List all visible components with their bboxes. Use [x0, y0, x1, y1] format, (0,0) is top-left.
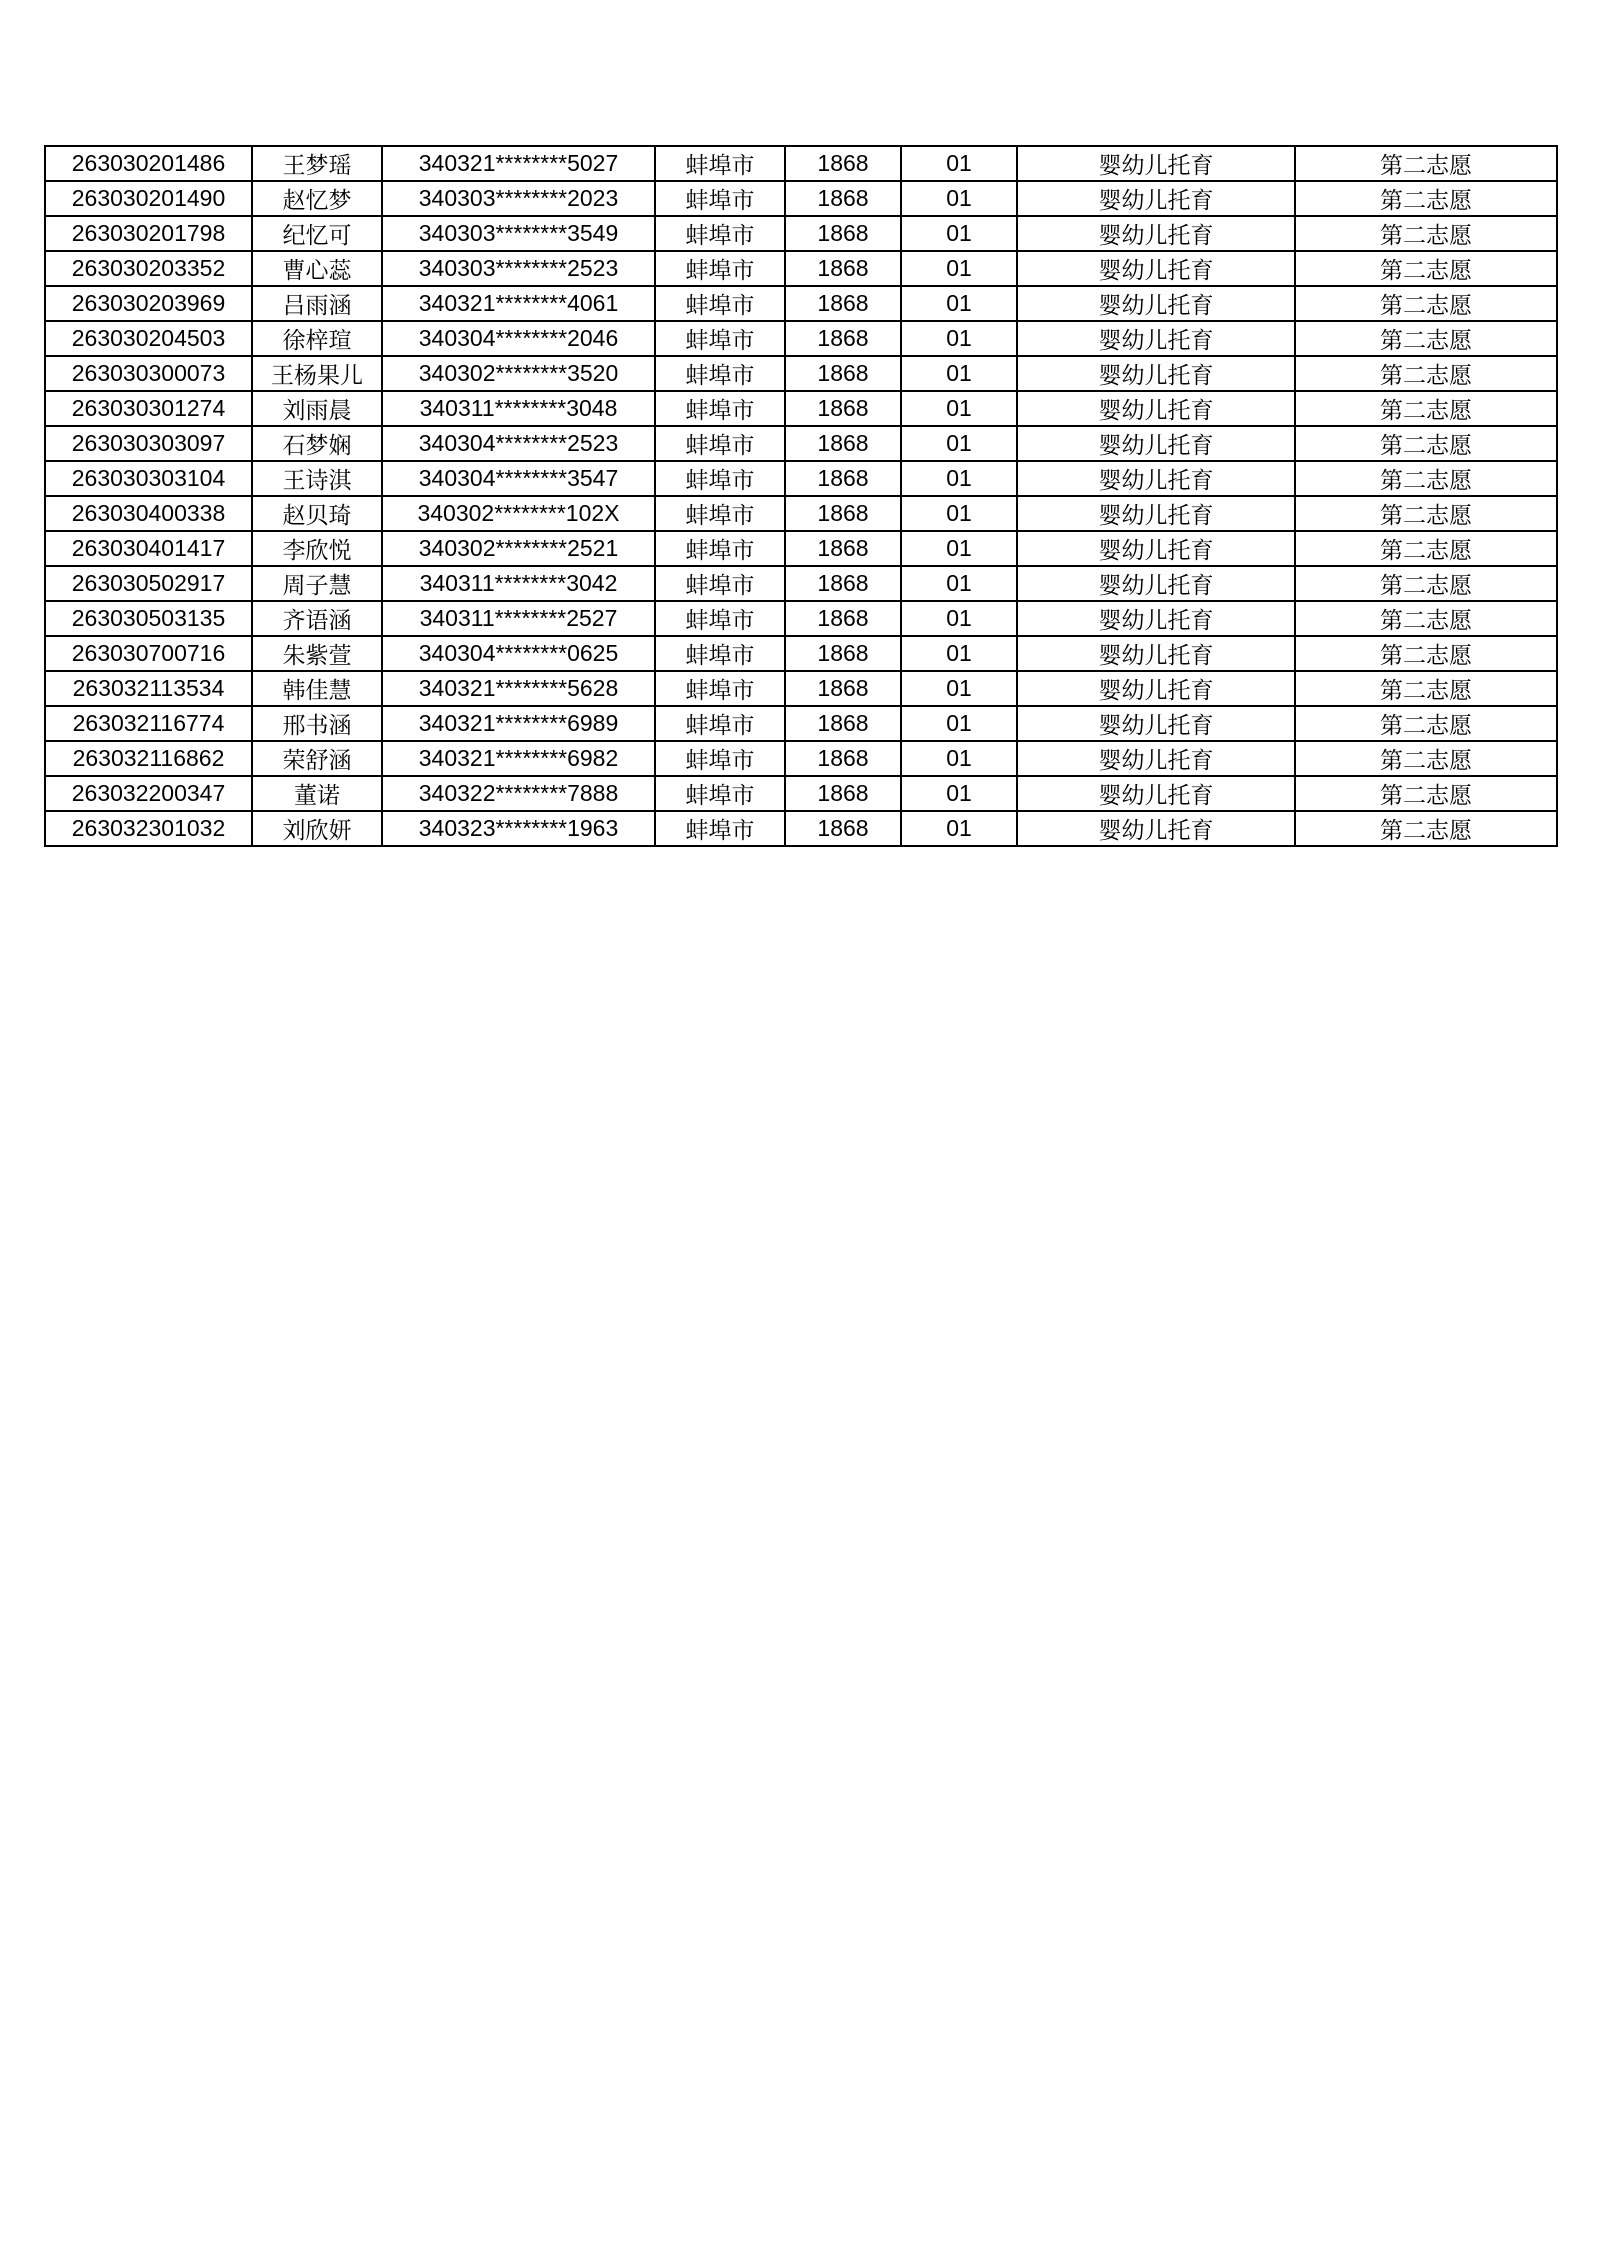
student-name-cell: 李欣悦: [252, 531, 382, 566]
admission-list-sheet: [44, 145, 1558, 847]
major-name-cell: 婴幼儿托育: [1017, 531, 1295, 566]
major-code-cell: 01: [901, 811, 1017, 846]
major-code-cell: 01: [901, 146, 1017, 181]
student-name-cell: 赵贝琦: [252, 496, 382, 531]
preference-cell: 第二志愿: [1295, 461, 1557, 496]
table-row: [45, 461, 1557, 496]
table-row: [45, 531, 1557, 566]
preference-cell: 第二志愿: [1295, 391, 1557, 426]
school-code-cell: 1868: [785, 356, 901, 391]
major-code-cell: 01: [901, 251, 1017, 286]
city-cell: 蚌埠市: [655, 531, 785, 566]
city-cell: 蚌埠市: [655, 321, 785, 356]
preference-cell: 第二志愿: [1295, 181, 1557, 216]
exam-number-cell: 263030400338: [45, 496, 252, 531]
exam-number-cell: 263030303104: [45, 461, 252, 496]
major-name-cell: 婴幼儿托育: [1017, 251, 1295, 286]
student-name-cell: 吕雨涵: [252, 286, 382, 321]
city-cell: 蚌埠市: [655, 601, 785, 636]
exam-number-cell: 263030204503: [45, 321, 252, 356]
school-code-cell: 1868: [785, 426, 901, 461]
exam-number-cell: 263030301274: [45, 391, 252, 426]
city-cell: 蚌埠市: [655, 216, 785, 251]
table-row: [45, 776, 1557, 811]
table-row: [45, 146, 1557, 181]
table-row: [45, 181, 1557, 216]
city-cell: 蚌埠市: [655, 251, 785, 286]
major-name-cell: 婴幼儿托育: [1017, 601, 1295, 636]
school-code-cell: 1868: [785, 461, 901, 496]
student-name-cell: 王杨果儿: [252, 356, 382, 391]
preference-cell: 第二志愿: [1295, 706, 1557, 741]
preference-cell: 第二志愿: [1295, 636, 1557, 671]
table-row: [45, 811, 1557, 846]
school-code-cell: 1868: [785, 251, 901, 286]
id-number-cell: 340321********4061: [382, 286, 655, 321]
table-row: [45, 426, 1557, 461]
major-code-cell: 01: [901, 321, 1017, 356]
school-code-cell: 1868: [785, 741, 901, 776]
preference-cell: 第二志愿: [1295, 286, 1557, 321]
exam-number-cell: 263032301032: [45, 811, 252, 846]
major-code-cell: 01: [901, 706, 1017, 741]
city-cell: 蚌埠市: [655, 566, 785, 601]
major-code-cell: 01: [901, 356, 1017, 391]
preference-cell: 第二志愿: [1295, 216, 1557, 251]
preference-cell: 第二志愿: [1295, 146, 1557, 181]
preference-cell: 第二志愿: [1295, 601, 1557, 636]
id-number-cell: 340323********1963: [382, 811, 655, 846]
admission-list-table: [44, 145, 1558, 847]
id-number-cell: 340321********5628: [382, 671, 655, 706]
school-code-cell: 1868: [785, 181, 901, 216]
school-code-cell: 1868: [785, 601, 901, 636]
table-row: [45, 356, 1557, 391]
major-code-cell: 01: [901, 636, 1017, 671]
table-row: [45, 391, 1557, 426]
major-name-cell: 婴幼儿托育: [1017, 566, 1295, 601]
preference-cell: 第二志愿: [1295, 251, 1557, 286]
student-name-cell: 韩佳慧: [252, 671, 382, 706]
table-row: [45, 321, 1557, 356]
major-name-cell: 婴幼儿托育: [1017, 146, 1295, 181]
preference-cell: 第二志愿: [1295, 531, 1557, 566]
exam-number-cell: 263032200347: [45, 776, 252, 811]
major-code-cell: 01: [901, 216, 1017, 251]
school-code-cell: 1868: [785, 146, 901, 181]
student-name-cell: 赵忆梦: [252, 181, 382, 216]
major-name-cell: 婴幼儿托育: [1017, 286, 1295, 321]
major-code-cell: 01: [901, 286, 1017, 321]
table-row: [45, 706, 1557, 741]
major-name-cell: 婴幼儿托育: [1017, 706, 1295, 741]
student-name-cell: 荣舒涵: [252, 741, 382, 776]
id-number-cell: 340304********2046: [382, 321, 655, 356]
school-code-cell: 1868: [785, 321, 901, 356]
preference-cell: 第二志愿: [1295, 741, 1557, 776]
id-number-cell: 340321********6989: [382, 706, 655, 741]
id-number-cell: 340311********3048: [382, 391, 655, 426]
major-code-cell: 01: [901, 671, 1017, 706]
major-code-cell: 01: [901, 566, 1017, 601]
exam-number-cell: 263030203352: [45, 251, 252, 286]
exam-number-cell: 263030401417: [45, 531, 252, 566]
school-code-cell: 1868: [785, 531, 901, 566]
exam-number-cell: 263030201798: [45, 216, 252, 251]
preference-cell: 第二志愿: [1295, 811, 1557, 846]
table-body: [45, 146, 1557, 846]
city-cell: 蚌埠市: [655, 181, 785, 216]
id-number-cell: 340304********0625: [382, 636, 655, 671]
preference-cell: 第二志愿: [1295, 566, 1557, 601]
major-name-cell: 婴幼儿托育: [1017, 461, 1295, 496]
id-number-cell: 340303********3549: [382, 216, 655, 251]
major-name-cell: 婴幼儿托育: [1017, 671, 1295, 706]
preference-cell: 第二志愿: [1295, 321, 1557, 356]
major-name-cell: 婴幼儿托育: [1017, 741, 1295, 776]
major-name-cell: 婴幼儿托育: [1017, 776, 1295, 811]
table-row: [45, 496, 1557, 531]
school-code-cell: 1868: [785, 496, 901, 531]
city-cell: 蚌埠市: [655, 286, 785, 321]
table-row: [45, 216, 1557, 251]
city-cell: 蚌埠市: [655, 776, 785, 811]
exam-number-cell: 263030201486: [45, 146, 252, 181]
major-code-cell: 01: [901, 391, 1017, 426]
student-name-cell: 石梦娴: [252, 426, 382, 461]
student-name-cell: 邢书涵: [252, 706, 382, 741]
major-code-cell: 01: [901, 531, 1017, 566]
id-number-cell: 340304********3547: [382, 461, 655, 496]
table-row: [45, 741, 1557, 776]
city-cell: 蚌埠市: [655, 461, 785, 496]
student-name-cell: 齐语涵: [252, 601, 382, 636]
city-cell: 蚌埠市: [655, 426, 785, 461]
city-cell: 蚌埠市: [655, 706, 785, 741]
student-name-cell: 朱紫萱: [252, 636, 382, 671]
major-code-cell: 01: [901, 496, 1017, 531]
exam-number-cell: 263030502917: [45, 566, 252, 601]
school-code-cell: 1868: [785, 216, 901, 251]
student-name-cell: 刘欣妍: [252, 811, 382, 846]
major-code-cell: 01: [901, 181, 1017, 216]
major-code-cell: 01: [901, 776, 1017, 811]
city-cell: 蚌埠市: [655, 636, 785, 671]
school-code-cell: 1868: [785, 811, 901, 846]
city-cell: 蚌埠市: [655, 741, 785, 776]
student-name-cell: 王诗淇: [252, 461, 382, 496]
student-name-cell: 纪忆可: [252, 216, 382, 251]
exam-number-cell: 263030503135: [45, 601, 252, 636]
student-name-cell: 周子慧: [252, 566, 382, 601]
major-code-cell: 01: [901, 426, 1017, 461]
school-code-cell: 1868: [785, 671, 901, 706]
exam-number-cell: 263030203969: [45, 286, 252, 321]
exam-number-cell: 263032116774: [45, 706, 252, 741]
school-code-cell: 1868: [785, 286, 901, 321]
school-code-cell: 1868: [785, 706, 901, 741]
exam-number-cell: 263030303097: [45, 426, 252, 461]
major-name-cell: 婴幼儿托育: [1017, 321, 1295, 356]
major-name-cell: 婴幼儿托育: [1017, 356, 1295, 391]
city-cell: 蚌埠市: [655, 496, 785, 531]
id-number-cell: 340302********3520: [382, 356, 655, 391]
student-name-cell: 刘雨晨: [252, 391, 382, 426]
school-code-cell: 1868: [785, 391, 901, 426]
id-number-cell: 340303********2023: [382, 181, 655, 216]
table-row: [45, 671, 1557, 706]
id-number-cell: 340321********5027: [382, 146, 655, 181]
table-row: [45, 286, 1557, 321]
city-cell: 蚌埠市: [655, 356, 785, 391]
city-cell: 蚌埠市: [655, 671, 785, 706]
exam-number-cell: 263030300073: [45, 356, 252, 391]
major-name-cell: 婴幼儿托育: [1017, 496, 1295, 531]
id-number-cell: 340322********7888: [382, 776, 655, 811]
table-row: [45, 636, 1557, 671]
major-name-cell: 婴幼儿托育: [1017, 391, 1295, 426]
exam-number-cell: 263032116862: [45, 741, 252, 776]
city-cell: 蚌埠市: [655, 811, 785, 846]
id-number-cell: 340304********2523: [382, 426, 655, 461]
id-number-cell: 340311********2527: [382, 601, 655, 636]
student-name-cell: 曹心蕊: [252, 251, 382, 286]
preference-cell: 第二志愿: [1295, 496, 1557, 531]
major-code-cell: 01: [901, 601, 1017, 636]
preference-cell: 第二志愿: [1295, 356, 1557, 391]
preference-cell: 第二志愿: [1295, 671, 1557, 706]
id-number-cell: 340302********2521: [382, 531, 655, 566]
major-name-cell: 婴幼儿托育: [1017, 811, 1295, 846]
student-name-cell: 董诺: [252, 776, 382, 811]
table-row: [45, 566, 1557, 601]
school-code-cell: 1868: [785, 636, 901, 671]
school-code-cell: 1868: [785, 566, 901, 601]
exam-number-cell: 263032113534: [45, 671, 252, 706]
preference-cell: 第二志愿: [1295, 776, 1557, 811]
id-number-cell: 340321********6982: [382, 741, 655, 776]
exam-number-cell: 263030700716: [45, 636, 252, 671]
city-cell: 蚌埠市: [655, 391, 785, 426]
table-row: [45, 601, 1557, 636]
major-code-cell: 01: [901, 461, 1017, 496]
id-number-cell: 340303********2523: [382, 251, 655, 286]
exam-number-cell: 263030201490: [45, 181, 252, 216]
student-name-cell: 徐梓瑄: [252, 321, 382, 356]
school-code-cell: 1868: [785, 776, 901, 811]
city-cell: 蚌埠市: [655, 146, 785, 181]
major-name-cell: 婴幼儿托育: [1017, 636, 1295, 671]
major-name-cell: 婴幼儿托育: [1017, 216, 1295, 251]
major-name-cell: 婴幼儿托育: [1017, 181, 1295, 216]
preference-cell: 第二志愿: [1295, 426, 1557, 461]
id-number-cell: 340311********3042: [382, 566, 655, 601]
major-name-cell: 婴幼儿托育: [1017, 426, 1295, 461]
id-number-cell: 340302********102X: [382, 496, 655, 531]
table-row: [45, 251, 1557, 286]
student-name-cell: 王梦瑶: [252, 146, 382, 181]
major-code-cell: 01: [901, 741, 1017, 776]
